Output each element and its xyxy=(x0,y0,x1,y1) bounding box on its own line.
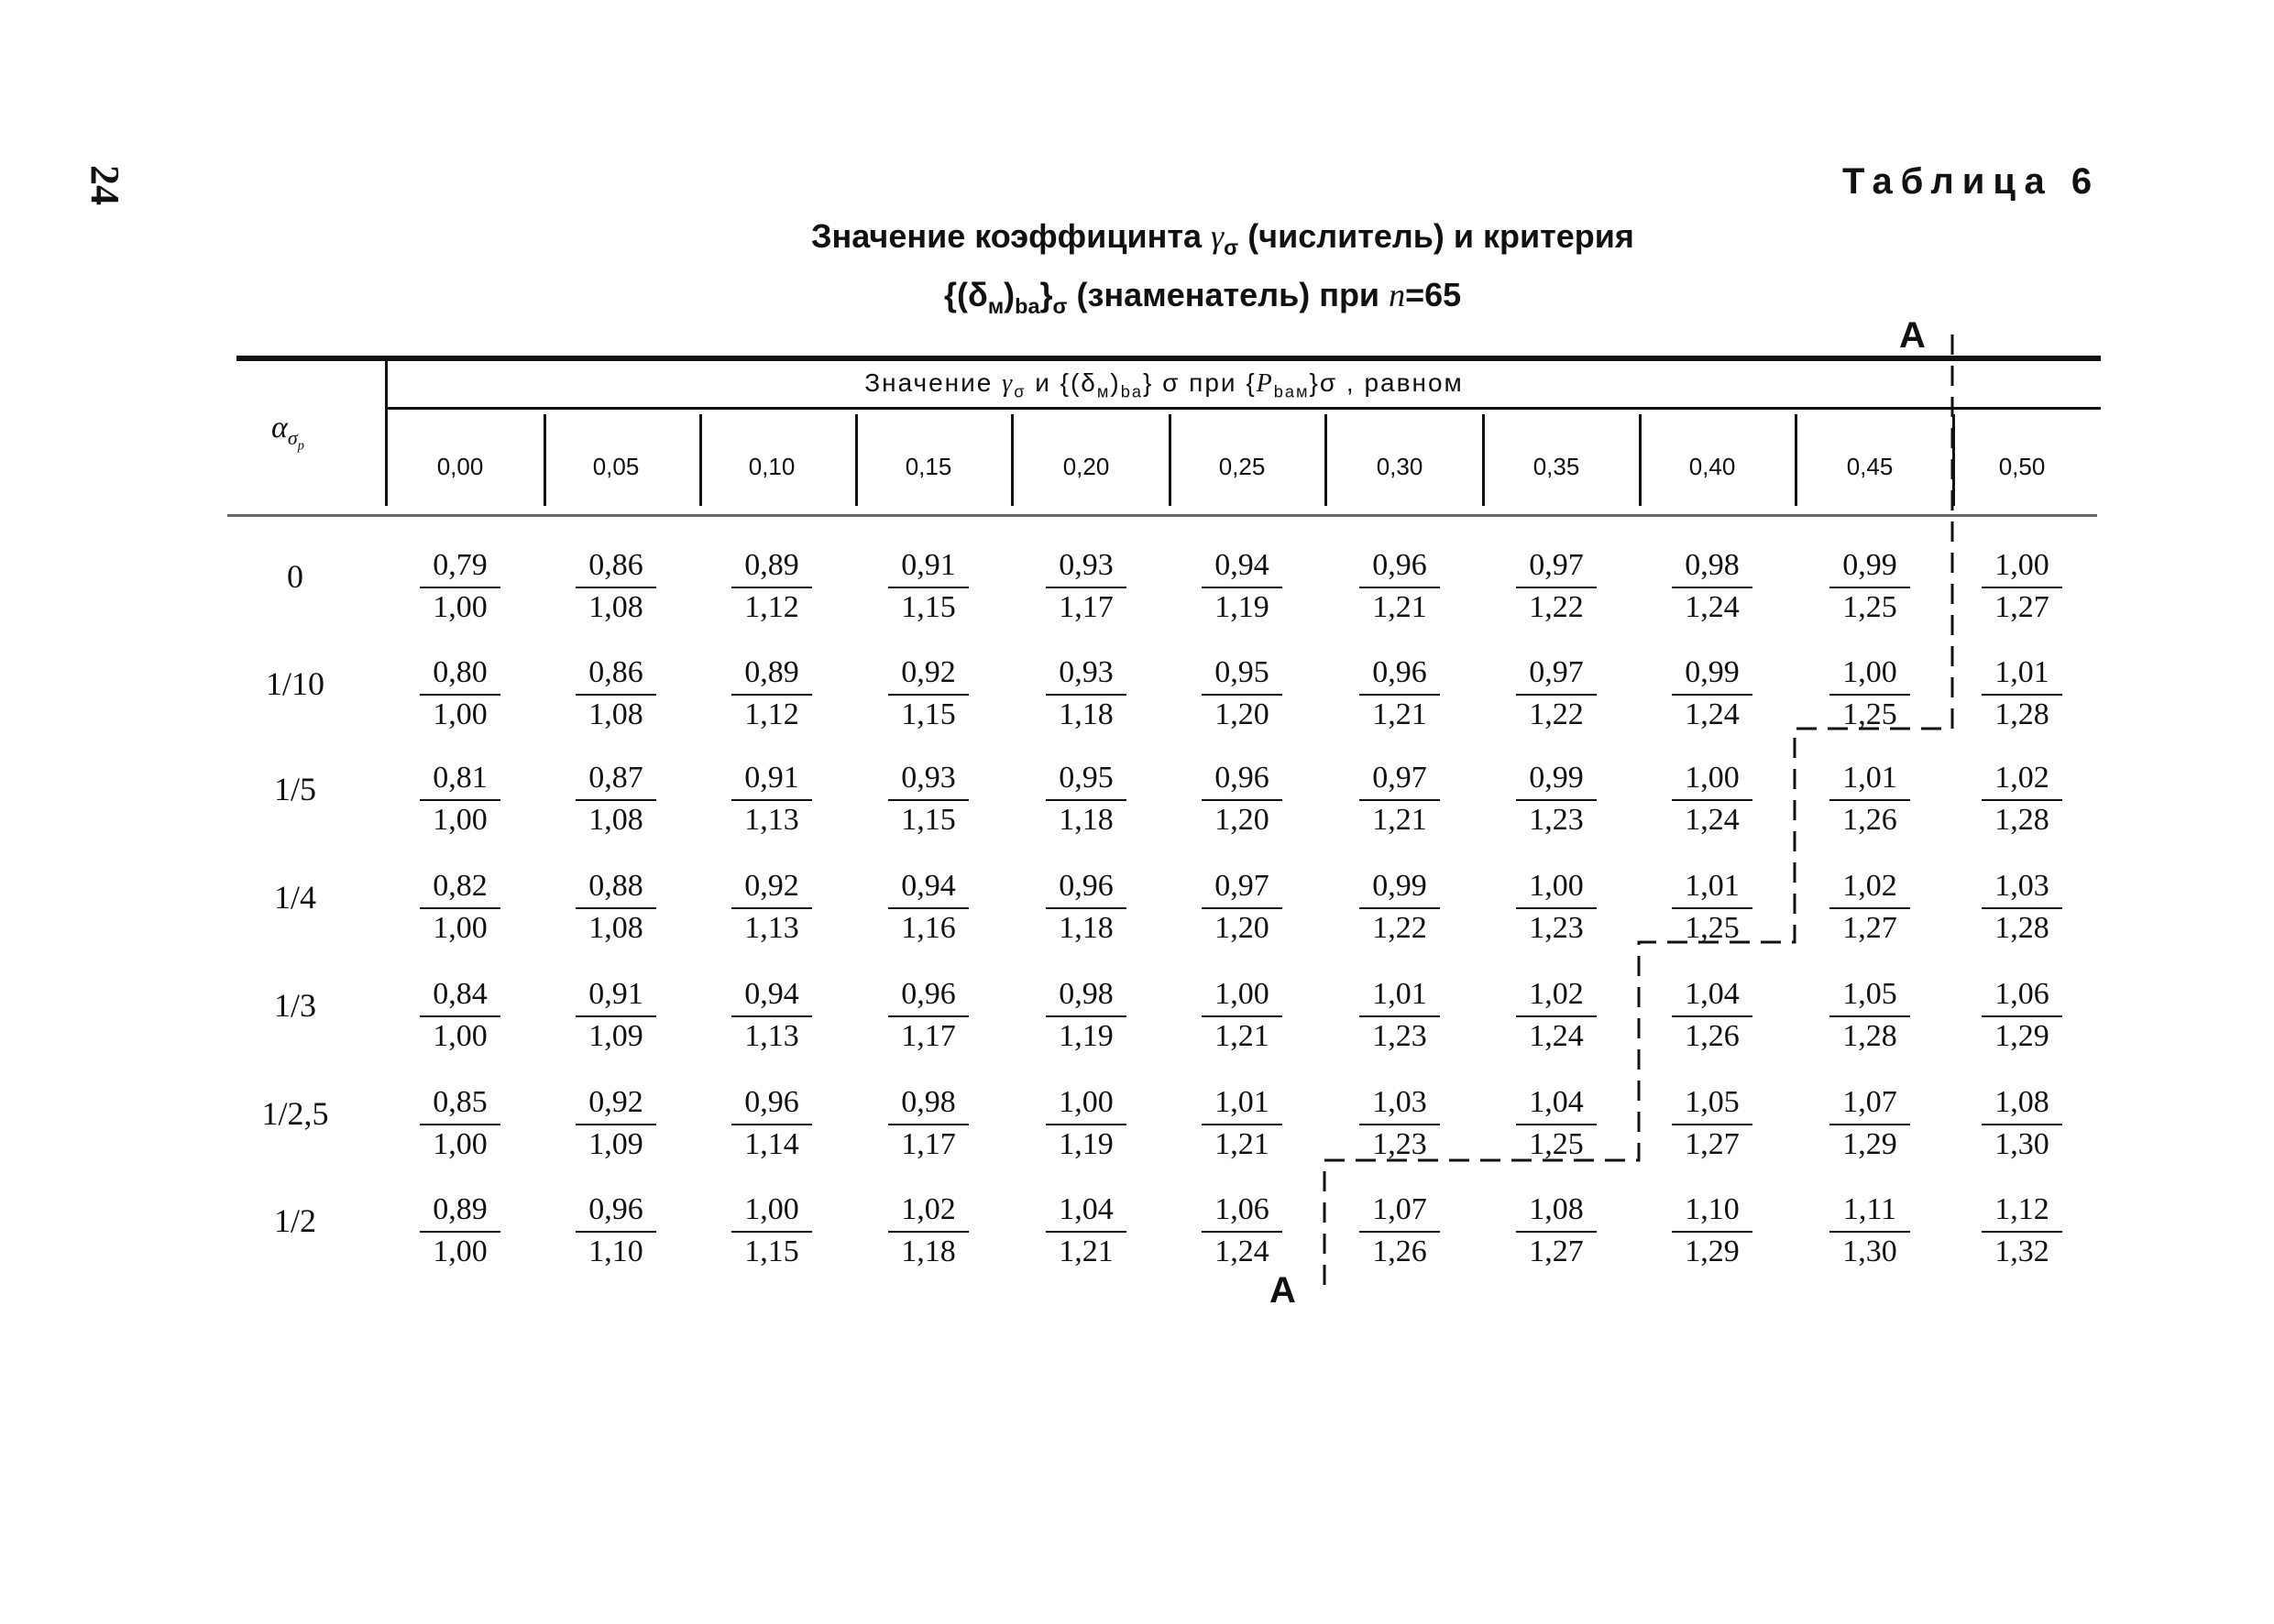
denominator: 1,28 xyxy=(1994,697,2049,731)
numerator: 1,08 xyxy=(1982,1083,2062,1125)
denominator: 1,08 xyxy=(588,803,643,837)
numerator: 0,84 xyxy=(420,975,500,1017)
denominator: 1,15 xyxy=(901,803,956,837)
denominator: 1,29 xyxy=(1994,1019,2049,1053)
numerator: 0,86 xyxy=(576,653,656,696)
numerator: 1,11 xyxy=(1829,1191,1910,1233)
denominator: 1,18 xyxy=(1059,697,1114,731)
denominator: 1,00 xyxy=(433,803,488,837)
denominator: 1,26 xyxy=(1842,803,1897,837)
denominator: 1,28 xyxy=(1994,803,2049,837)
numerator: 1,01 xyxy=(1359,975,1440,1017)
numerator: 0,96 xyxy=(888,975,969,1017)
denominator: 1,23 xyxy=(1529,803,1584,837)
numerator: 1,01 xyxy=(1982,653,2062,696)
denominator: 1,29 xyxy=(1842,1127,1897,1161)
numerator: 0,92 xyxy=(731,867,812,909)
denominator: 1,19 xyxy=(1214,590,1269,624)
column-header: 0,50 xyxy=(1998,453,2046,480)
column-header: 0,35 xyxy=(1532,453,1580,480)
numerator: 0,94 xyxy=(1202,546,1282,588)
numerator: 1,05 xyxy=(1829,975,1910,1017)
column-header: 0,40 xyxy=(1688,453,1736,480)
numerator: 0,98 xyxy=(888,1083,969,1125)
denominator: 1,21 xyxy=(1214,1127,1269,1161)
column-header: 0,20 xyxy=(1062,453,1110,480)
numerator: 1,07 xyxy=(1359,1191,1440,1233)
numerator: 1,07 xyxy=(1829,1083,1910,1125)
numerator: 0,89 xyxy=(731,653,812,696)
denominator: 1,24 xyxy=(1685,803,1740,837)
denominator: 1,25 xyxy=(1842,697,1897,731)
denominator: 1,19 xyxy=(1059,1127,1114,1161)
denominator: 1,17 xyxy=(901,1127,956,1161)
numerator: 0,99 xyxy=(1516,759,1597,801)
denominator: 1,22 xyxy=(1529,697,1584,731)
numerator: 0,95 xyxy=(1202,653,1282,696)
title-line-2: $\{(\delta_м)_{ba}\}_\sigma$ (знаменатель) при n=65 xyxy=(944,276,1462,319)
denominator: 1,08 xyxy=(588,590,643,624)
numerator: 0,93 xyxy=(1046,546,1126,588)
column-header: 0,10 xyxy=(748,453,796,480)
numerator: 1,04 xyxy=(1672,975,1752,1017)
numerator: 0,98 xyxy=(1046,975,1126,1017)
row-label: 1/2,5 xyxy=(261,1095,329,1132)
numerator: 0,85 xyxy=(420,1083,500,1125)
denominator: 1,27 xyxy=(1529,1234,1584,1268)
denominator: 1,17 xyxy=(1059,590,1114,624)
denominator: 1,25 xyxy=(1842,590,1897,624)
numerator: 0,92 xyxy=(888,653,969,696)
denominator: 1,20 xyxy=(1214,803,1269,837)
numerator: 0,93 xyxy=(888,759,969,801)
denominator: 1,22 xyxy=(1372,911,1427,945)
numerator: 0,96 xyxy=(1359,653,1440,696)
numerator: 0,88 xyxy=(576,867,656,909)
numerator: 1,00 xyxy=(1829,653,1910,696)
numerator: 1,04 xyxy=(1046,1191,1126,1233)
denominator: 1,16 xyxy=(901,911,956,945)
numerator: 1,06 xyxy=(1982,975,2062,1017)
section-marker-a-top: A xyxy=(1899,315,1926,356)
denominator: 1,24 xyxy=(1214,1234,1269,1268)
denominator: 1,28 xyxy=(1994,911,2049,945)
denominator: 1,00 xyxy=(433,590,488,624)
numerator: 0,87 xyxy=(576,759,656,801)
column-header: 0,00 xyxy=(436,453,484,480)
denominator: 1,27 xyxy=(1994,590,2049,624)
numerator: 0,80 xyxy=(420,653,500,696)
numerator: 0,96 xyxy=(731,1083,812,1125)
denominator: 1,08 xyxy=(588,911,643,945)
title-line-1: Значение коэффицинта $\gamma_\sigma$ (числитель) и критерия xyxy=(811,217,1634,260)
denominator: 1,21 xyxy=(1372,803,1427,837)
numerator: 0,93 xyxy=(1046,653,1126,696)
row-label: 1/2 xyxy=(273,1202,316,1239)
denominator: 1,24 xyxy=(1685,697,1740,731)
section-marker-a-bottom: A xyxy=(1269,1270,1296,1311)
numerator: 0,91 xyxy=(731,759,812,801)
numerator: 0,89 xyxy=(420,1191,500,1233)
denominator: 1,18 xyxy=(1059,911,1114,945)
denominator: 1,00 xyxy=(433,1127,488,1161)
denominator: 1,20 xyxy=(1214,697,1269,731)
numerator: 1,01 xyxy=(1202,1083,1282,1125)
numerator: 1,06 xyxy=(1202,1191,1282,1233)
denominator: 1,20 xyxy=(1214,911,1269,945)
denominator: 1,09 xyxy=(588,1127,643,1161)
row-label: 1/10 xyxy=(265,665,324,702)
denominator: 1,10 xyxy=(588,1234,643,1268)
denominator: 1,19 xyxy=(1059,1019,1114,1053)
denominator: 1,21 xyxy=(1214,1019,1269,1053)
numerator: 0,97 xyxy=(1516,653,1597,696)
denominator: 1,15 xyxy=(744,1234,799,1268)
numerator: 1,03 xyxy=(1982,867,2062,909)
numerator: 1,12 xyxy=(1982,1191,2062,1233)
column-header: 0,45 xyxy=(1846,453,1894,480)
denominator: 1,30 xyxy=(1842,1234,1897,1268)
denominator: 1,30 xyxy=(1994,1127,2049,1161)
numerator: 1,01 xyxy=(1672,867,1752,909)
numerator: 0,95 xyxy=(1046,759,1126,801)
numerator: 0,79 xyxy=(420,546,500,588)
denominator: 1,09 xyxy=(588,1019,643,1053)
numerator: 0,89 xyxy=(731,546,812,588)
denominator: 1,15 xyxy=(901,590,956,624)
numerator: 1,00 xyxy=(1672,759,1752,801)
numerator: 0,94 xyxy=(731,975,812,1017)
numerator: 0,96 xyxy=(1046,867,1126,909)
numerator: 1,03 xyxy=(1359,1083,1440,1125)
denominator: 1,24 xyxy=(1685,590,1740,624)
numerator: 0,97 xyxy=(1516,546,1597,588)
numerator: 1,00 xyxy=(1202,975,1282,1017)
numerator: 0,91 xyxy=(888,546,969,588)
page-number: 24 xyxy=(82,165,127,205)
numerator: 1,10 xyxy=(1672,1191,1752,1233)
alpha-column-header: $\alpha_{\sigma_p}$ xyxy=(271,411,304,454)
denominator: 1,12 xyxy=(744,590,799,624)
row-label: 1/3 xyxy=(273,987,316,1024)
numerator: 1,08 xyxy=(1516,1191,1597,1233)
denominator: 1,12 xyxy=(744,697,799,731)
numerator: 0,92 xyxy=(576,1083,656,1125)
numerator: 0,98 xyxy=(1672,546,1752,588)
numerator: 0,99 xyxy=(1672,653,1752,696)
numerator: 0,86 xyxy=(576,546,656,588)
numerator: 0,96 xyxy=(576,1191,656,1233)
denominator: 1,13 xyxy=(744,911,799,945)
denominator: 1,15 xyxy=(901,697,956,731)
denominator: 1,14 xyxy=(744,1127,799,1161)
numerator: 1,00 xyxy=(1516,867,1597,909)
denominator: 1,27 xyxy=(1842,911,1897,945)
denominator: 1,32 xyxy=(1994,1234,2049,1268)
denominator: 1,28 xyxy=(1842,1019,1897,1053)
numerator: 0,94 xyxy=(888,867,969,909)
denominator: 1,17 xyxy=(901,1019,956,1053)
row-label: 1/4 xyxy=(273,879,316,916)
row-label: 0 xyxy=(287,558,303,595)
numerator: 0,96 xyxy=(1359,546,1440,588)
denominator: 1,18 xyxy=(901,1234,956,1268)
column-header: 0,15 xyxy=(905,453,952,480)
denominator: 1,27 xyxy=(1685,1127,1740,1161)
denominator: 1,25 xyxy=(1529,1127,1584,1161)
numerator: 1,02 xyxy=(1829,867,1910,909)
numerator: 0,96 xyxy=(1202,759,1282,801)
numerator: 1,02 xyxy=(888,1191,969,1233)
denominator: 1,00 xyxy=(433,1019,488,1053)
row-label: 1/5 xyxy=(273,771,316,807)
numerator: 0,99 xyxy=(1359,867,1440,909)
denominator: 1,29 xyxy=(1685,1234,1740,1268)
denominator: 1,23 xyxy=(1372,1019,1427,1053)
column-header: 0,05 xyxy=(592,453,640,480)
denominator: 1,26 xyxy=(1685,1019,1740,1053)
numerator: 0,91 xyxy=(576,975,656,1017)
table-label: Таблица 6 xyxy=(1842,161,2101,202)
numerator: 1,04 xyxy=(1516,1083,1597,1125)
denominator: 1,18 xyxy=(1059,803,1114,837)
denominator: 1,22 xyxy=(1529,590,1584,624)
numerator: 0,82 xyxy=(420,867,500,909)
boundary-a-line xyxy=(1324,335,1952,1292)
denominator: 1,13 xyxy=(744,1019,799,1053)
denominator: 1,26 xyxy=(1372,1234,1427,1268)
numerator: 1,00 xyxy=(1046,1083,1126,1125)
denominator: 1,23 xyxy=(1529,911,1584,945)
numerator: 1,02 xyxy=(1516,975,1597,1017)
column-header: 0,30 xyxy=(1376,453,1423,480)
numerator: 1,00 xyxy=(1982,546,2062,588)
denominator: 1,25 xyxy=(1685,911,1740,945)
numerator: 1,00 xyxy=(731,1191,812,1233)
numerator: 1,02 xyxy=(1982,759,2062,801)
numerator: 0,97 xyxy=(1359,759,1440,801)
denominator: 1,13 xyxy=(744,803,799,837)
denominator: 1,00 xyxy=(433,911,488,945)
numerator: 0,81 xyxy=(420,759,500,801)
numerator: 0,99 xyxy=(1829,546,1910,588)
numerator: 1,05 xyxy=(1672,1083,1752,1125)
denominator: 1,23 xyxy=(1372,1127,1427,1161)
numerator: 0,97 xyxy=(1202,867,1282,909)
denominator: 1,08 xyxy=(588,697,643,731)
denominator: 1,21 xyxy=(1372,590,1427,624)
header-caption: Значение $\gamma_\sigma$ и $\{(\delta_м)_{ba}\}$ σ при $\{P_{baм}\}\sigma$ , равном xyxy=(864,368,1464,401)
numerator: 1,01 xyxy=(1829,759,1910,801)
column-header: 0,25 xyxy=(1218,453,1266,480)
denominator: 1,00 xyxy=(433,697,488,731)
denominator: 1,00 xyxy=(433,1234,488,1268)
denominator: 1,24 xyxy=(1529,1019,1584,1053)
denominator: 1,21 xyxy=(1059,1234,1114,1268)
denominator: 1,21 xyxy=(1372,697,1427,731)
